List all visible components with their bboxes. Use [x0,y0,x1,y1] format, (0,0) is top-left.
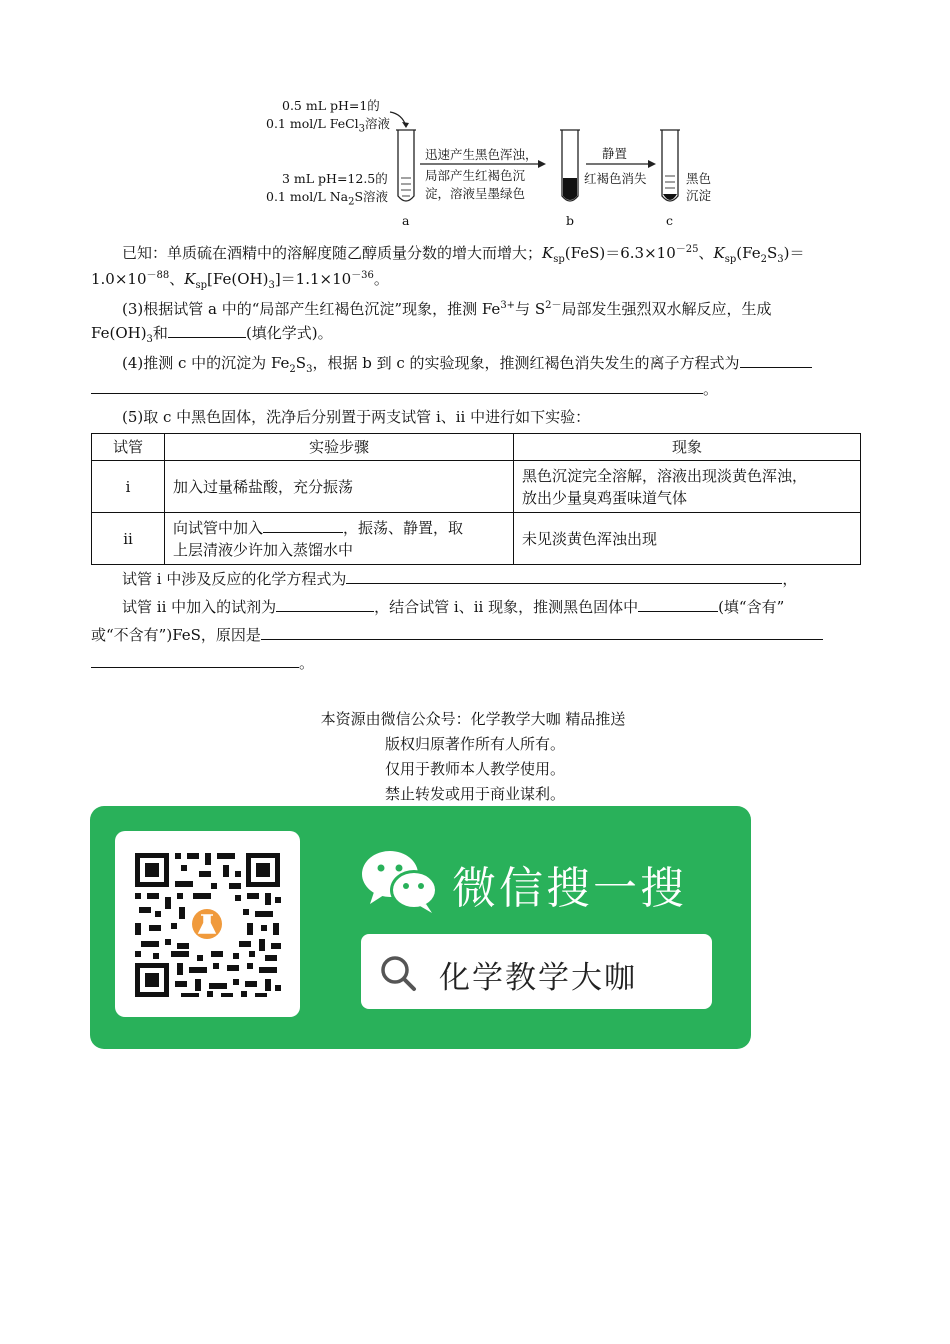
q5-reason-blank-1[interactable] [261,624,823,640]
notice-line3: 仅用于教师本人教学使用。 [384,760,565,778]
reagent-bottom-line1: 3 mL pH=12.5的 [282,171,388,186]
row1-step: 加入过量稀盐酸，充分振荡 [165,461,514,513]
q5-contain-blank[interactable] [638,596,718,612]
header-result: 现象 [514,434,861,461]
notice-line2: 版权归原著作所有人所有。 [384,735,565,753]
q4-answer-blank-1[interactable] [740,352,812,368]
tube-b-black-liquid [563,178,577,200]
reagent-top-line2: 0.1 mol/L FeCl$_3$溶液 [266,116,391,135]
known-line2: $1.0\times 10^{-88}$、$K_{sp}[Fe(OH)_3]=1.1\times 10^{-36}$。 [91,270,389,291]
tube-b-label: b [566,213,575,228]
q4-line2: 。 [91,378,861,399]
row2-tube: ii [92,513,165,565]
tube-c-note-line2: 沉淀 [686,188,712,203]
search-icon [379,954,419,994]
notice-line4: 禁止转发或用于商业谋利。 [384,785,565,803]
q5-after1: 试管 i 中涉及反应的化学方程式为 ， [122,570,798,588]
table-row [92,513,861,565]
arrow2-bottom: 红褐色消失 [584,171,647,186]
qr-code-card [115,831,300,1017]
q5-after2: 试管 ii 中加入的试剂为 ，结合试管 i、ii 现象，推测黑色固体中 (填“含有” [122,598,785,616]
q5-reagent-blank[interactable] [276,596,374,612]
q3-line2: $Fe(OH)_3$和 (填化学式)。 [91,324,333,345]
header-tube: 试管 [92,434,165,461]
q3-answer-blank[interactable] [168,322,246,338]
banner-title: 微信搜一搜 [452,863,687,914]
q5-after4: 。 [91,652,861,673]
arrow1-line1: 迅速产生黑色浑浊， [425,147,538,162]
experiment-table [91,433,861,565]
reagent-bottom-line2: 0.1 mol/L $Na_2S$溶液 [266,189,389,208]
wechat-logo-icon [360,848,440,914]
q4-answer-blank-2[interactable] [91,378,703,394]
tube-c-outline [662,130,678,201]
arrow1-line2: 局部产生红褐色沉 [425,168,526,183]
tube-c-label: c [666,213,674,228]
arrow2-top: 静置 [602,146,628,161]
q3-line1: (3)根据试管 a 中的“局部产生红褐色沉淀”现象，推测 $Fe^{3+}$与 $S^{2-}$局部发生强烈双水解反应，生成 [122,300,772,318]
row2-reagent-blank[interactable] [263,517,343,533]
search-box[interactable] [361,934,712,1009]
row1-tube: i [92,461,165,513]
row1-result: 黑色沉淀完全溶解，溶液出现淡黄色浑浊， 放出少量臭鸡蛋味道气体 [514,461,861,513]
pour-arrowhead [402,122,409,128]
header-steps: 实验步骤 [165,434,514,461]
q4-line1: (4)推测 c 中的沉淀为 $Fe_2S_3$，根据 b 到 c 的实验现象，推测红褐色消失发生的离子方程式为 [91,352,892,380]
q5-after3: 或“不含有”)FeS，原因是 [91,624,861,645]
q5-equation-blank[interactable] [346,568,782,584]
q5-reason-blank-2[interactable] [91,652,299,668]
tube-c-note-line1: 黑色 [686,171,712,186]
notice-line1: 本资源由微信公众号：化学教学大咖 精品推送 [320,710,626,728]
arrow1-line3: 淀，溶液呈墨绿色 [425,186,526,201]
search-text: 化学教学大咖 [439,960,637,996]
q5-intro: (5)取 c 中黑色固体，洗净后分别置于两支试管 i、ii 中进行如下实验： [122,408,591,426]
row2-step: 向试管中加入 ，振荡、静置，取 上层清液少许加入蒸馏水中 [165,513,514,565]
reagent-top-line1: 0.5 mL pH=1的 [282,98,380,113]
wechat-search-banner[interactable] [90,806,751,1049]
tube-a-label: a [402,213,410,228]
qr-code-icon [115,831,300,1017]
row2-result: 未见淡黄色浑浊出现 [514,513,861,565]
table-row [92,461,861,513]
table-header-row [92,434,861,461]
known-line1: 已知：单质硫在酒精中的溶解度随乙醇质量分数的增大而增大；$K_{sp}(FeS)=6.3\times 10^{-25}$、$K_{sp}(Fe_2S_3)=$ [122,244,805,265]
